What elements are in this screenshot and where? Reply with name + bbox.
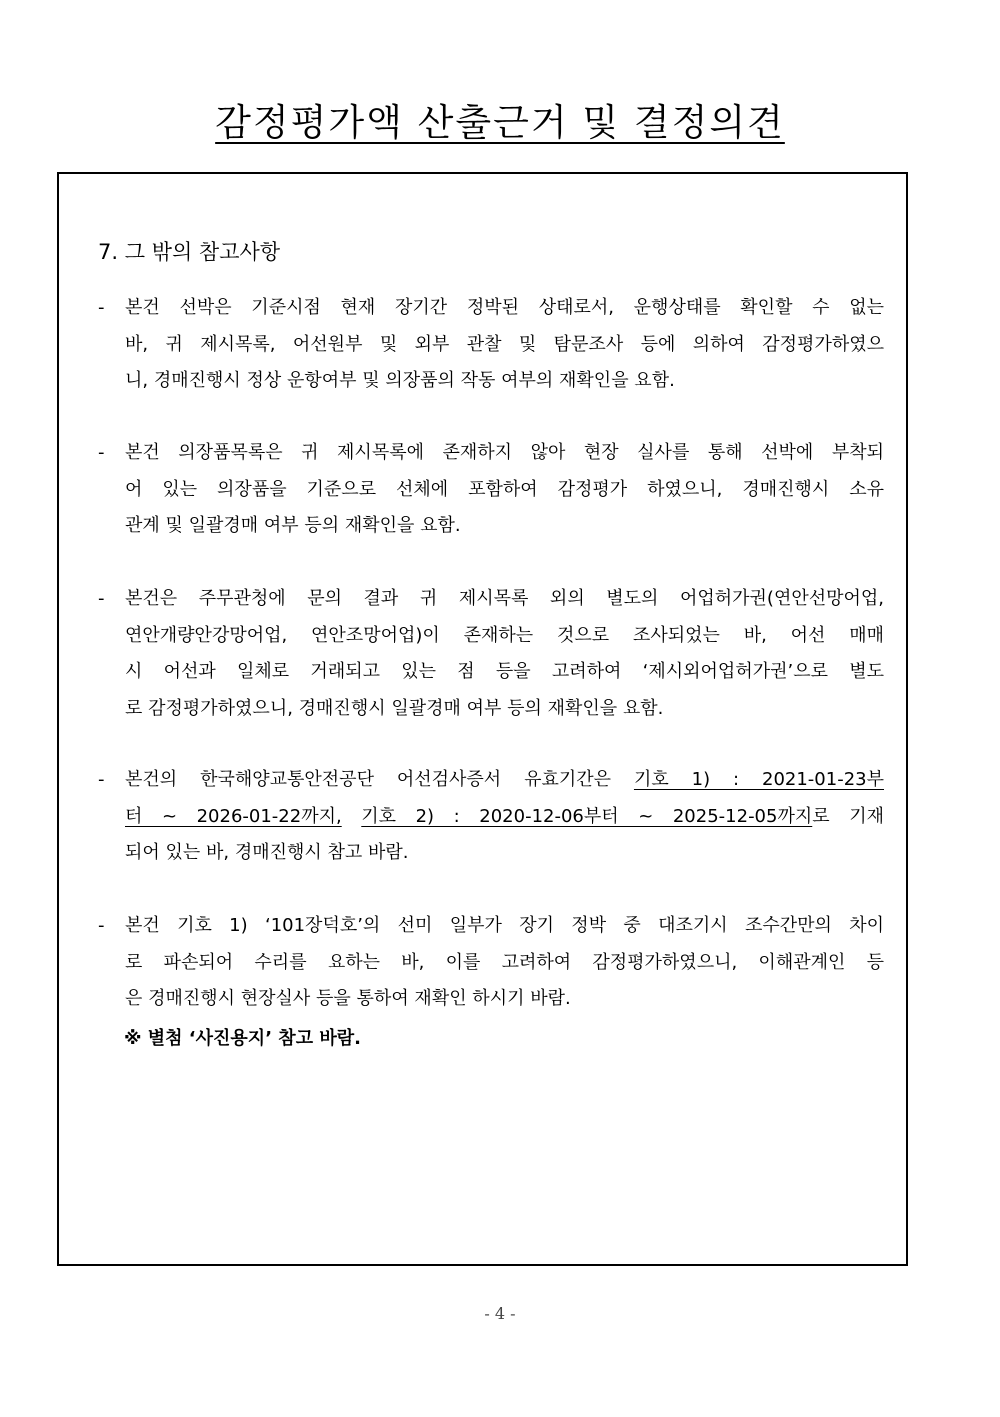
validity-period-2: 기호 2) : 2020-12-06부터 ~ 2025-12-05까지 <box>361 805 813 827</box>
paragraph-4 <box>98 762 884 872</box>
paragraph-line: 관계 및 일괄경매 여부 등의 재확인을 요함. <box>125 515 461 536</box>
paragraph-text: 본건의 한국해양교통안전공단 어선검사증서 유효기간은 <box>125 769 634 790</box>
bullet-dash: - <box>98 442 105 463</box>
document-title: 감정평가액 산출근거 및 결정의견 <box>215 101 785 144</box>
paragraph-line: 본건 선박은 기준시점 현재 장기간 정박된 상태로서, 운행상태를 확인할 수 없는 <box>125 297 884 318</box>
validity-period-1: 기호 1) : 2021-01-23부 <box>633 769 884 790</box>
paragraph-line <box>98 762 884 799</box>
paragraph-line: 시 어선과 일체로 거래되고 있는 점 등을 고려하여 ‘제시외어업허가권’으로 별도 <box>125 661 884 682</box>
paragraph-text <box>342 806 362 827</box>
paragraph-line: 니, 경매진행시 정상 운항여부 및 의장품의 작동 여부의 재확인을 요함. <box>125 370 675 391</box>
section-heading: 7. 그 밖의 참고사항 <box>98 240 281 264</box>
paragraph-line: 본건 기호 1) ‘101장덕호’의 선미 일부가 장기 정박 중 대조기시 조수간만의 차이 <box>125 915 884 936</box>
paragraph-line: 은 경매진행시 현장실사 등을 통하여 재확인 하시기 바람. <box>125 988 571 1009</box>
paragraph-line: 연안개량안강망어업, 연안조망어업)이 존재하는 것으로 조사되었는 바, 어선 매매 <box>125 624 884 646</box>
paragraph-line: 되어 있는 바, 경매진행시 참고 바람. <box>125 842 409 863</box>
paragraph-3 <box>98 581 884 727</box>
bullet-dash: - <box>98 297 105 318</box>
paragraph-line: 바, 귀 제시목록, 어선원부 및 외부 관찰 및 탐문조사 등에 의하여 감정평가하였으 <box>125 333 884 355</box>
paragraph-line <box>98 799 884 836</box>
paragraph-2 <box>98 435 884 545</box>
paragraph-1 <box>98 290 884 400</box>
paragraph-line: 로 감정평가하였으니, 경매진행시 일괄경매 여부 등의 재확인을 요함. <box>125 697 664 719</box>
paragraph-text: 로 기재 <box>812 805 884 827</box>
bullet-dash: - <box>98 588 105 609</box>
paragraph-line: 본건은 주무관청에 문의 결과 귀 제시목록 외의 별도의 어업허가권(연안선망어업, <box>125 588 884 609</box>
page-number: - 4 - <box>484 1304 516 1323</box>
paragraph-5 <box>98 908 884 1018</box>
validity-period-1-end: 터 ~ 2026-01-22까지, <box>125 805 342 827</box>
paragraph-line: 어 있는 의장품을 기준으로 선체에 포함하여 감정평가 하였으니, 경매진행시 소유 <box>125 478 884 500</box>
bullet-dash: - <box>98 915 105 936</box>
paragraph-line: 본건 의장품목록은 귀 제시목록에 존재하지 않아 현장 실사를 통해 선박에 부착되 <box>125 442 884 463</box>
paragraph-line: 로 파손되어 수리를 요하는 바, 이를 고려하여 감정평가하였으니, 이해관계인 등 <box>125 951 884 973</box>
attachment-note: ※ 별첨 ‘사진용지’ 참고 바람. <box>124 1028 361 1049</box>
bullet-dash: - <box>98 769 105 790</box>
